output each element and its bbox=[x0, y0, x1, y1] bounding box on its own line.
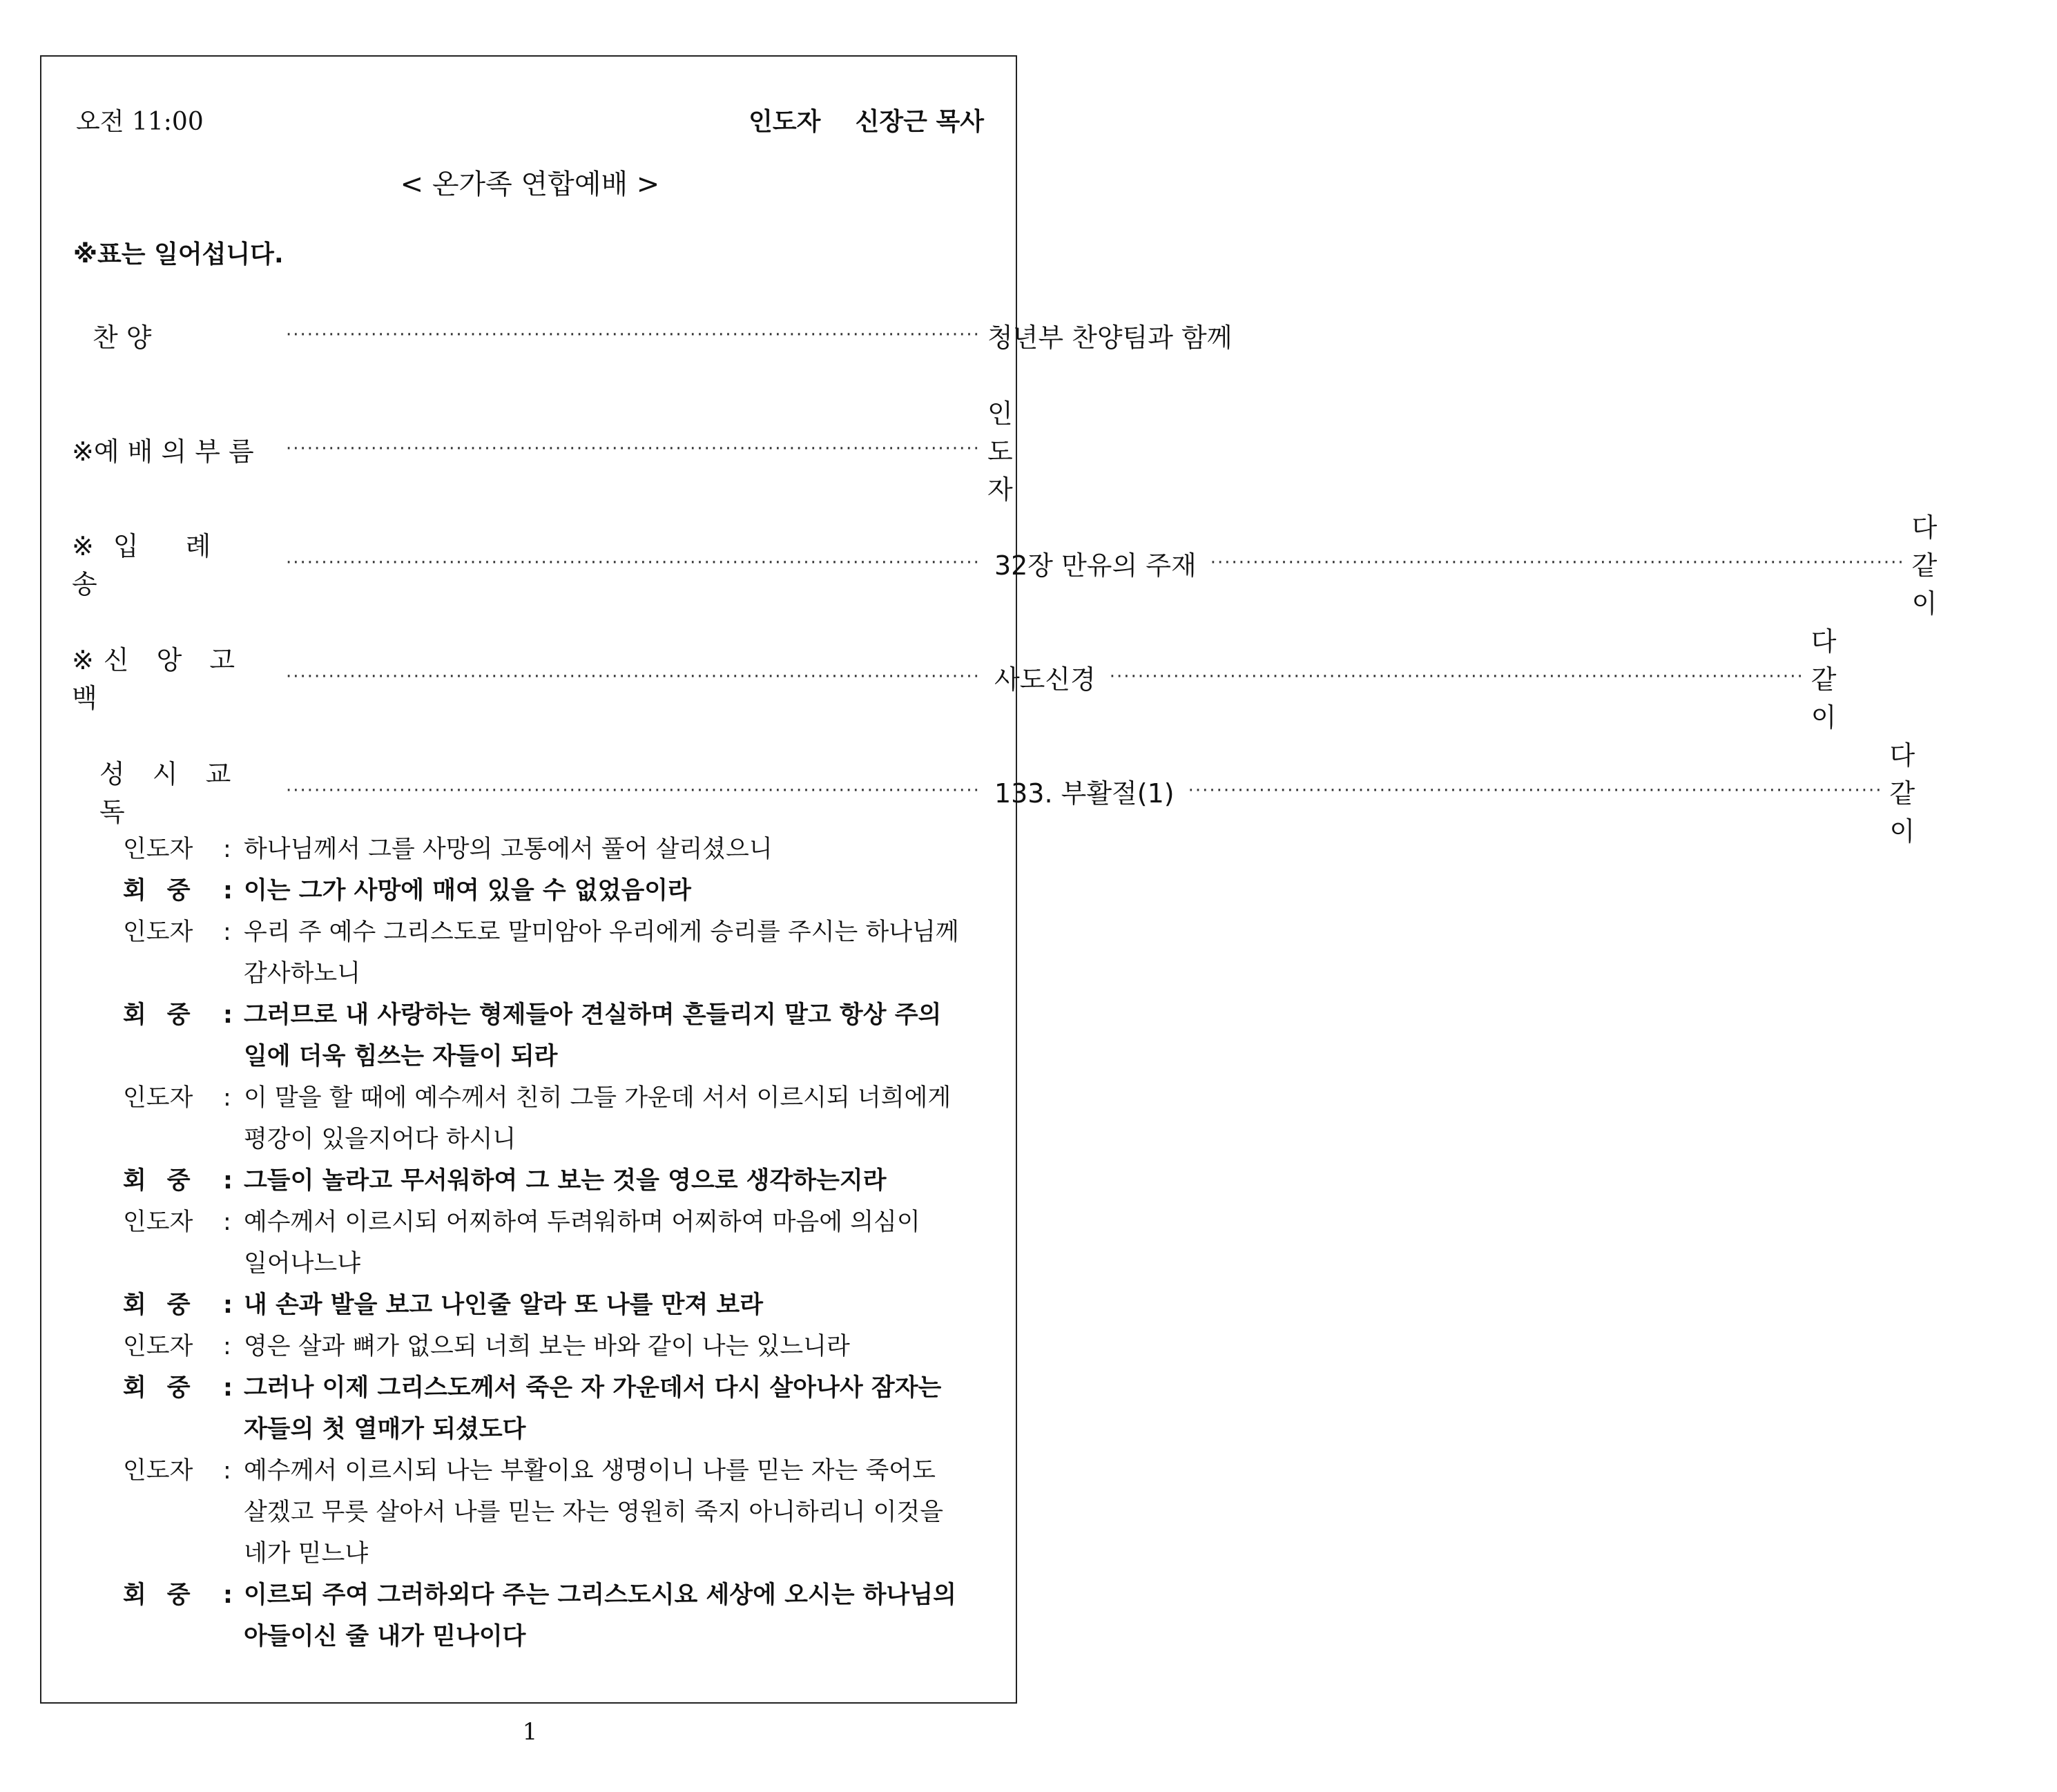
speaker: 회중 bbox=[123, 1374, 211, 1402]
speaker: 회중 bbox=[123, 1581, 211, 1609]
colon: : bbox=[223, 1084, 231, 1112]
speaker: 인도자 bbox=[123, 1333, 193, 1360]
dot-leader: ·································································································· bbox=[286, 325, 981, 345]
reading-text: 이는 그가 사망에 매여 있을 수 없었음이라 bbox=[244, 877, 691, 905]
order-right: 다 같 이 bbox=[1810, 626, 1866, 733]
dot-leader: ·································································································· bbox=[1109, 666, 1804, 687]
colon: : bbox=[223, 877, 233, 905]
reading-line bbox=[123, 1326, 972, 1367]
colon: : bbox=[223, 1581, 233, 1609]
reading-text: 우리 주 예수 그리스도로 말미암아 우리에게 승리를 주시는 하나님께 감사하노니 bbox=[244, 918, 959, 987]
responsive-reading bbox=[123, 829, 972, 1657]
reading-line bbox=[123, 829, 972, 870]
colon: : bbox=[223, 1208, 231, 1236]
reading-line bbox=[123, 1077, 972, 1160]
standing-note: ※표는 일어섭니다. bbox=[73, 240, 284, 269]
speaker: 회중 bbox=[123, 1167, 211, 1195]
colon: : bbox=[223, 1457, 231, 1485]
dot-leader: ·································································································· bbox=[286, 552, 981, 573]
order-item-responsive-reading bbox=[72, 740, 1944, 847]
service-title: < 온가족 연합예배 > bbox=[400, 168, 660, 200]
order-label: 성 시 교 독 bbox=[99, 759, 241, 827]
dot-leader: ·································································································· bbox=[1210, 552, 1905, 573]
order-middle: 사도신경 bbox=[994, 664, 1096, 695]
order-label: 찬 양 bbox=[93, 322, 152, 353]
order-right: 다 같 이 bbox=[1889, 740, 1944, 847]
reading-line bbox=[123, 994, 972, 1077]
dot-leader: ·································································································· bbox=[286, 666, 981, 687]
reading-line bbox=[123, 1202, 972, 1284]
reading-line bbox=[123, 1367, 972, 1450]
order-label: ※입 례 송 bbox=[72, 531, 231, 599]
colon: : bbox=[223, 1167, 233, 1195]
speaker: 인도자 bbox=[123, 1457, 193, 1485]
officiant: 인도자 신장근 목사 bbox=[749, 108, 984, 136]
order-right: 청년부 찬양팀과 함께 bbox=[987, 322, 1233, 353]
reading-text: 내 손과 발을 보고 나인줄 알라 또 나를 만져 보라 bbox=[244, 1291, 764, 1319]
reading-line bbox=[123, 1450, 972, 1574]
reading-line bbox=[123, 1574, 972, 1657]
dot-leader: ·································································································· bbox=[1188, 780, 1883, 801]
reading-text: 그러나 이제 그리스도께서 죽은 자 가운데서 다시 살아나사 잠자는 자들의 첫 열매가 되셨도다 bbox=[244, 1374, 942, 1443]
order-item-entrance-hymn bbox=[72, 512, 1967, 619]
reading-line bbox=[123, 1284, 972, 1326]
speaker: 인도자 bbox=[123, 918, 193, 946]
speaker: 회중 bbox=[123, 877, 211, 905]
reading-line bbox=[123, 912, 972, 994]
reading-text: 예수께서 이르시되 나는 부활이요 생명이니 나를 믿는 자는 죽어도 살겠고 무릇 살아서 나를 믿는 자는 영원히 죽지 아니하리니 이것을 네가 믿느냐 bbox=[244, 1457, 944, 1568]
colon: : bbox=[223, 1374, 233, 1402]
speaker: 인도자 bbox=[123, 1208, 193, 1236]
colon: : bbox=[223, 1291, 233, 1319]
service-time: 오전 11:00 bbox=[76, 108, 204, 136]
reading-text: 이르되 주여 그러하외다 주는 그리스도시요 세상에 오시는 하나님의 아들이신 줄 내가 믿나이다 bbox=[244, 1581, 956, 1650]
colon: : bbox=[223, 918, 231, 946]
order-item-praise bbox=[72, 318, 1233, 353]
colon: : bbox=[223, 1001, 233, 1029]
order-middle: 32장 만유의 주재 bbox=[994, 550, 1197, 581]
order-label: ※신 앙 고 백 bbox=[72, 645, 245, 713]
order-right: 다 같 이 bbox=[1911, 512, 1967, 619]
order-item-creed bbox=[72, 626, 1866, 733]
reading-text: 예수께서 이르시되 어찌하여 두려워하며 어찌하여 마음에 의심이 일어나느냐 bbox=[244, 1208, 920, 1278]
reading-text: 그러므로 내 사랑하는 형제들아 견실하며 흔들리지 말고 항상 주의 일에 더욱 힘쓰는 자들이 되라 bbox=[244, 1001, 942, 1070]
reading-text: 영은 살과 뼈가 없으되 너희 보는 바와 같이 나는 있느니라 bbox=[244, 1333, 850, 1360]
order-item-call-to-worship bbox=[72, 398, 1042, 505]
colon: : bbox=[223, 836, 231, 863]
colon: : bbox=[223, 1333, 231, 1360]
dot-leader: ·································································································· bbox=[286, 439, 981, 459]
reading-text: 그들이 놀라고 무서워하여 그 보는 것을 영으로 생각하는지라 bbox=[244, 1167, 887, 1195]
order-label: ※예 배 의 부 름 bbox=[72, 436, 254, 467]
reading-line bbox=[123, 1160, 972, 1202]
speaker: 회중 bbox=[123, 1001, 211, 1029]
reading-text: 하나님께서 그를 사망의 고통에서 풀어 살리셨으니 bbox=[244, 836, 773, 863]
page-number: 1 bbox=[522, 1718, 538, 1746]
speaker: 회중 bbox=[123, 1291, 211, 1319]
speaker: 인도자 bbox=[123, 836, 193, 863]
speaker: 인도자 bbox=[123, 1084, 193, 1112]
order-middle: 133. 부활절(1) bbox=[994, 778, 1175, 809]
reading-text: 이 말을 할 때에 예수께서 친히 그들 가운데 서서 이르시되 너희에게 평강이 있을지어다 하시니 bbox=[244, 1084, 952, 1153]
dot-leader: ·································································································· bbox=[286, 780, 981, 801]
reading-line bbox=[123, 870, 972, 912]
order-right: 인 도 자 bbox=[987, 398, 1042, 505]
